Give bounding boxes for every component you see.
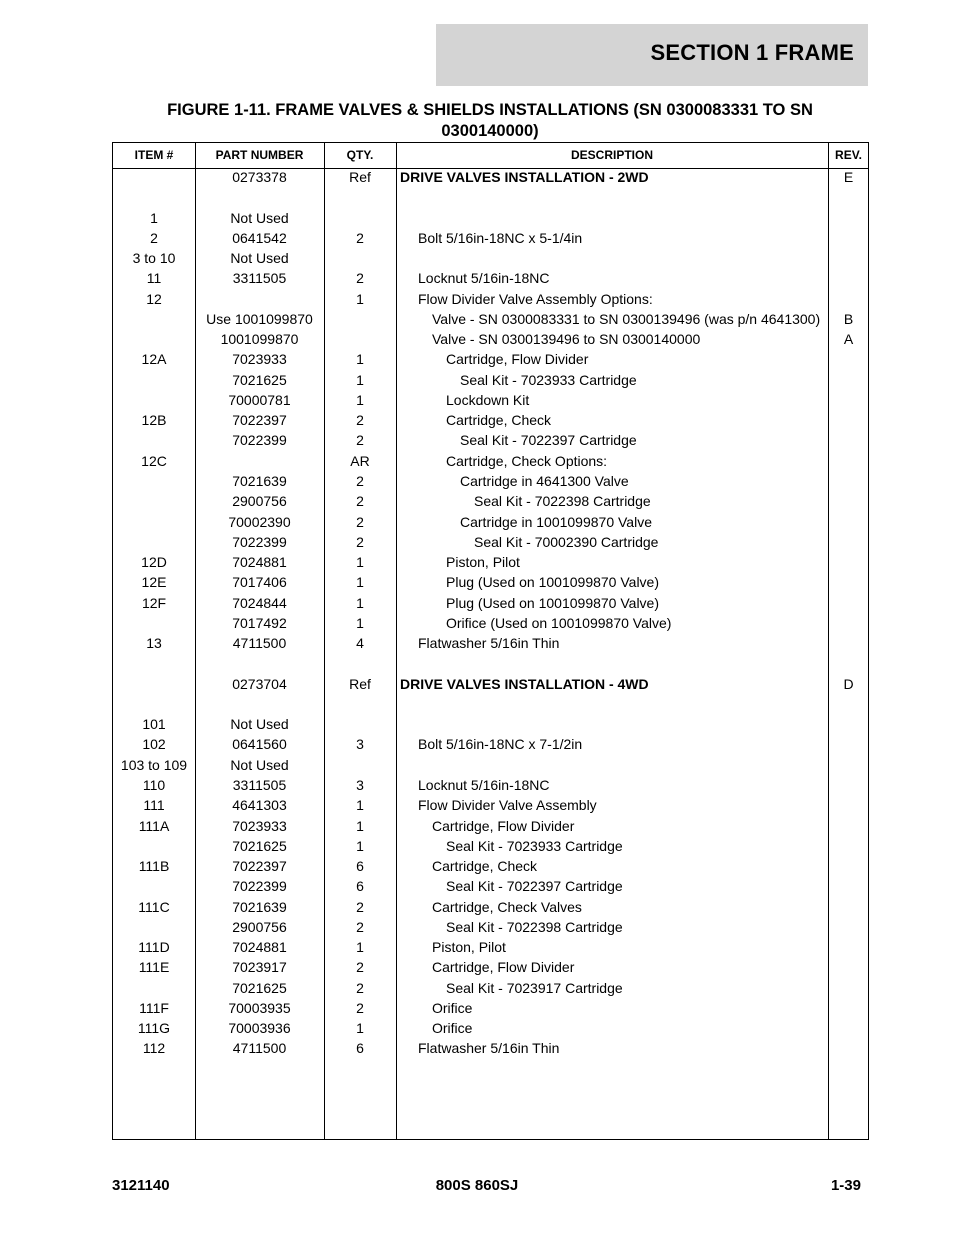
header-item: ITEM # — [134, 148, 174, 162]
cell-description: Cartridge, Check Valves — [432, 898, 582, 915]
cell-description: Piston, Pilot — [432, 939, 506, 956]
footer-model: 800S 860SJ — [435, 1177, 519, 1194]
figure-title-line2: 0300140000) — [441, 122, 539, 140]
cell-item-number: 12E — [141, 574, 167, 591]
cell-description: Flatwasher 5/16in Thin — [418, 1040, 560, 1057]
cell-description: Seal Kit - 7023933 Cartridge — [446, 837, 623, 854]
cell-revision: A — [843, 331, 854, 348]
cell-revision: D — [843, 675, 854, 692]
cell-part-number: 4711500 — [232, 635, 287, 652]
cell-description: Flatwasher 5/16in Thin — [418, 635, 560, 652]
table-row — [113, 1039, 868, 1059]
cell-part-number: 7022399 — [232, 432, 287, 449]
cell-part-number: 7024881 — [232, 554, 287, 571]
cell-quantity: 2 — [356, 432, 364, 449]
cell-description: Flow Divider Valve Assembly — [418, 797, 597, 814]
cell-description: Plug (Used on 1001099870 Valve) — [446, 574, 660, 591]
table-row — [113, 877, 868, 897]
header-qty: QTY. — [346, 148, 374, 162]
table-row — [113, 350, 868, 370]
cell-quantity: 2 — [356, 898, 364, 915]
cell-item-number: 111F — [139, 999, 169, 1016]
cell-quantity: 2 — [356, 918, 364, 935]
cell-part-number: Use 1001099870 — [206, 310, 313, 327]
cell-item-number: 13 — [146, 635, 162, 652]
cell-part-number: 70000781 — [228, 391, 291, 408]
cell-revision: B — [843, 310, 854, 327]
table-row — [113, 938, 868, 958]
cell-item-number: 2 — [150, 229, 158, 246]
cell-description: Cartridge in 1001099870 Valve — [460, 513, 652, 530]
cell-description: Orifice (Used on 1001099870 Valve) — [446, 614, 672, 631]
table-row — [113, 695, 868, 715]
table-row — [113, 776, 868, 796]
cell-quantity: 1 — [356, 574, 364, 591]
cell-item-number: 111 — [143, 797, 165, 814]
cell-quantity: Ref — [349, 169, 371, 185]
figure-title-line1: FIGURE 1-11. FRAME VALVES & SHIELDS INSTALLATIONS (SN 0300083331 TO SN — [167, 101, 813, 119]
cell-quantity: 6 — [356, 1040, 364, 1057]
cell-item-number: 101 — [142, 716, 166, 733]
table-row — [113, 269, 868, 289]
table-row — [113, 391, 868, 411]
cell-item-number: 12F — [141, 594, 167, 611]
table-row — [113, 958, 868, 978]
cell-quantity: 2 — [356, 229, 364, 246]
cell-description: Bolt 5/16in-18NC x 5-1/4in — [418, 229, 583, 246]
table-row — [113, 513, 868, 533]
cell-description: Seal Kit - 7023933 Cartridge — [460, 371, 637, 388]
cell-quantity: 6 — [356, 878, 364, 895]
cell-part-number: 7021625 — [232, 837, 287, 854]
cell-quantity: 1 — [356, 391, 364, 408]
cell-description: Orifice — [432, 999, 473, 1016]
section-title: SECTION 1 FRAME — [650, 40, 854, 65]
cell-item-number: 110 — [142, 776, 166, 793]
cell-item-number: 12A — [141, 351, 167, 368]
parts-table — [112, 142, 869, 1140]
cell-description: Valve - SN 0300083331 to SN 0300139496 (was p/n 4641300) — [432, 310, 821, 327]
cell-part-number: 7022399 — [232, 878, 287, 895]
table-row — [113, 168, 868, 188]
cell-quantity: 3 — [356, 776, 364, 793]
cell-part-number: 1001099870 — [220, 331, 299, 348]
table-row — [113, 796, 868, 816]
cell-quantity: 2 — [356, 533, 364, 550]
cell-item-number: 102 — [142, 736, 166, 753]
table-body — [113, 168, 868, 1060]
cell-part-number: 2900756 — [232, 918, 287, 935]
cell-part-number: 7023933 — [232, 351, 287, 368]
table-row — [113, 715, 868, 735]
table-row — [113, 411, 868, 431]
cell-part-number: 0273704 — [232, 675, 287, 692]
cell-description: Lockdown Kit — [446, 391, 530, 408]
cell-description: DRIVE VALVES INSTALLATION - 4WD — [400, 675, 649, 692]
cell-description: Seal Kit - 7023917 Cartridge — [446, 979, 623, 996]
cell-item-number: 12C — [141, 452, 167, 469]
cell-item-number: 12D — [141, 554, 167, 571]
cell-description: Locknut 5/16in-18NC — [418, 270, 550, 287]
table-row — [113, 999, 868, 1019]
cell-item-number: 3 to 10 — [132, 250, 176, 267]
cell-item-number: 111G — [137, 1020, 171, 1037]
cell-revision: E — [843, 169, 854, 185]
cell-description: Cartridge in 4641300 Valve — [460, 472, 629, 489]
cell-item-number: 111C — [138, 898, 170, 915]
cell-quantity: 2 — [356, 472, 364, 489]
table-row — [113, 918, 868, 938]
cell-description: Piston, Pilot — [446, 554, 520, 571]
cell-description: Bolt 5/16in-18NC x 7-1/2in — [418, 736, 583, 753]
table-row — [113, 209, 868, 229]
cell-item-number: 111E — [138, 959, 170, 976]
cell-part-number: 7021639 — [232, 898, 287, 915]
cell-quantity: 1 — [356, 1020, 364, 1037]
table-row — [113, 229, 868, 249]
cell-part-number: 70003936 — [228, 1020, 291, 1037]
cell-part-number: 7023917 — [232, 959, 287, 976]
cell-quantity: 1 — [356, 797, 364, 814]
table-row — [113, 735, 868, 755]
cell-quantity: 6 — [356, 858, 364, 875]
table-row — [113, 310, 868, 330]
cell-description: Flow Divider Valve Assembly Options: — [418, 290, 653, 307]
cell-description: Seal Kit - 7022398 Cartridge — [446, 918, 623, 935]
table-row — [113, 756, 868, 776]
cell-part-number: 3311505 — [232, 776, 287, 793]
cell-part-number: 4641303 — [232, 797, 287, 814]
cell-quantity: 3 — [356, 736, 364, 753]
table-row — [113, 472, 868, 492]
table-row — [113, 675, 868, 695]
cell-part-number: 7021639 — [232, 472, 287, 489]
table-row — [113, 634, 868, 654]
section-header — [436, 24, 868, 86]
table-row — [113, 857, 868, 877]
table-row — [113, 654, 868, 674]
table-row — [113, 290, 868, 310]
figure-title — [100, 100, 880, 142]
cell-part-number: Not Used — [230, 756, 289, 773]
cell-part-number: 4711500 — [232, 1040, 287, 1057]
table-row — [113, 452, 868, 472]
cell-part-number: 7017492 — [232, 614, 287, 631]
table-row — [113, 573, 868, 593]
cell-part-number: 7024881 — [232, 939, 287, 956]
header-rev: REV. — [835, 148, 862, 162]
cell-quantity: AR — [350, 452, 370, 469]
cell-quantity: 1 — [356, 290, 364, 307]
cell-part-number: 7024844 — [232, 594, 287, 611]
table-row — [113, 979, 868, 999]
table-row — [113, 533, 868, 553]
cell-part-number: Not Used — [230, 250, 289, 267]
cell-quantity: 1 — [356, 939, 364, 956]
cell-part-number: 70003935 — [228, 999, 291, 1016]
cell-item-number: 12B — [141, 412, 167, 429]
cell-quantity: Ref — [349, 675, 371, 692]
cell-item-number: 11 — [146, 270, 162, 287]
footer-page-number: 1-39 — [830, 1177, 861, 1194]
cell-part-number: 0641560 — [232, 736, 287, 753]
cell-quantity: 4 — [356, 635, 364, 652]
cell-quantity: 2 — [356, 270, 364, 287]
header-part-number: PART NUMBER — [215, 148, 304, 162]
cell-description: Cartridge, Check — [446, 412, 552, 429]
cell-description: Seal Kit - 7022397 Cartridge — [460, 432, 637, 449]
cell-quantity: 2 — [356, 999, 364, 1016]
cell-description: Cartridge, Check — [432, 858, 538, 875]
cell-description: Cartridge, Flow Divider — [446, 351, 589, 368]
cell-item-number: 12 — [146, 290, 162, 307]
cell-quantity: 2 — [356, 979, 364, 996]
table-row — [113, 492, 868, 512]
cell-quantity: 1 — [356, 351, 364, 368]
cell-quantity: 2 — [356, 959, 364, 976]
cell-item-number: 111D — [138, 939, 170, 956]
cell-quantity: 1 — [356, 554, 364, 571]
footer-document-number: 3121140 — [112, 1177, 170, 1194]
table-row — [113, 1019, 868, 1039]
header-description: DESCRIPTION — [570, 148, 653, 162]
cell-item-number: 111A — [138, 817, 170, 834]
cell-description: Locknut 5/16in-18NC — [418, 776, 550, 793]
cell-part-number: 0641542 — [232, 229, 287, 246]
cell-description: Cartridge, Flow Divider — [432, 959, 575, 976]
cell-item-number: 112 — [142, 1040, 166, 1057]
table-row — [113, 371, 868, 391]
cell-part-number: Not Used — [230, 209, 289, 226]
cell-part-number: Not Used — [230, 716, 289, 733]
cell-quantity: 1 — [356, 594, 364, 611]
cell-description: Orifice — [432, 1020, 473, 1037]
cell-description: Seal Kit - 7022397 Cartridge — [446, 878, 623, 895]
cell-part-number: 7021625 — [232, 979, 287, 996]
table-row — [113, 553, 868, 573]
table-row — [113, 614, 868, 634]
cell-quantity: 2 — [356, 412, 364, 429]
cell-part-number: 7022399 — [232, 533, 287, 550]
cell-quantity: 1 — [356, 837, 364, 854]
cell-description: Valve - SN 0300139496 to SN 0300140000 — [432, 331, 701, 348]
cell-part-number: 2900756 — [232, 493, 287, 510]
cell-description: Seal Kit - 7022398 Cartridge — [474, 493, 651, 510]
cell-description: Cartridge, Flow Divider — [432, 817, 575, 834]
cell-part-number: 0273378 — [232, 169, 287, 185]
table-row — [113, 817, 868, 837]
cell-description: Plug (Used on 1001099870 Valve) — [446, 594, 660, 611]
cell-description: DRIVE VALVES INSTALLATION - 2WD — [400, 169, 649, 185]
cell-quantity: 2 — [356, 493, 364, 510]
cell-item-number: 111B — [138, 858, 170, 875]
cell-part-number: 7021625 — [232, 371, 287, 388]
cell-item-number: 1 — [150, 209, 158, 226]
cell-part-number: 7023933 — [232, 817, 287, 834]
cell-part-number: 70002390 — [228, 513, 291, 530]
cell-part-number: 7017406 — [232, 574, 287, 591]
cell-quantity: 2 — [356, 513, 364, 530]
cell-part-number: 7022397 — [232, 858, 287, 875]
table-row — [113, 837, 868, 857]
cell-quantity: 1 — [356, 371, 364, 388]
cell-part-number: 7022397 — [232, 412, 287, 429]
table-row — [113, 249, 868, 269]
cell-item-number: 103 to 109 — [120, 756, 188, 773]
cell-quantity: 1 — [356, 614, 364, 631]
cell-description: Cartridge, Check Options: — [446, 452, 608, 469]
table-row — [113, 188, 868, 208]
cell-quantity: 1 — [356, 817, 364, 834]
cell-part-number: 3311505 — [232, 270, 287, 287]
table-row — [113, 431, 868, 451]
table-row — [113, 330, 868, 350]
table-row — [113, 594, 868, 614]
table-row — [113, 898, 868, 918]
cell-description: Seal Kit - 70002390 Cartridge — [474, 533, 659, 550]
